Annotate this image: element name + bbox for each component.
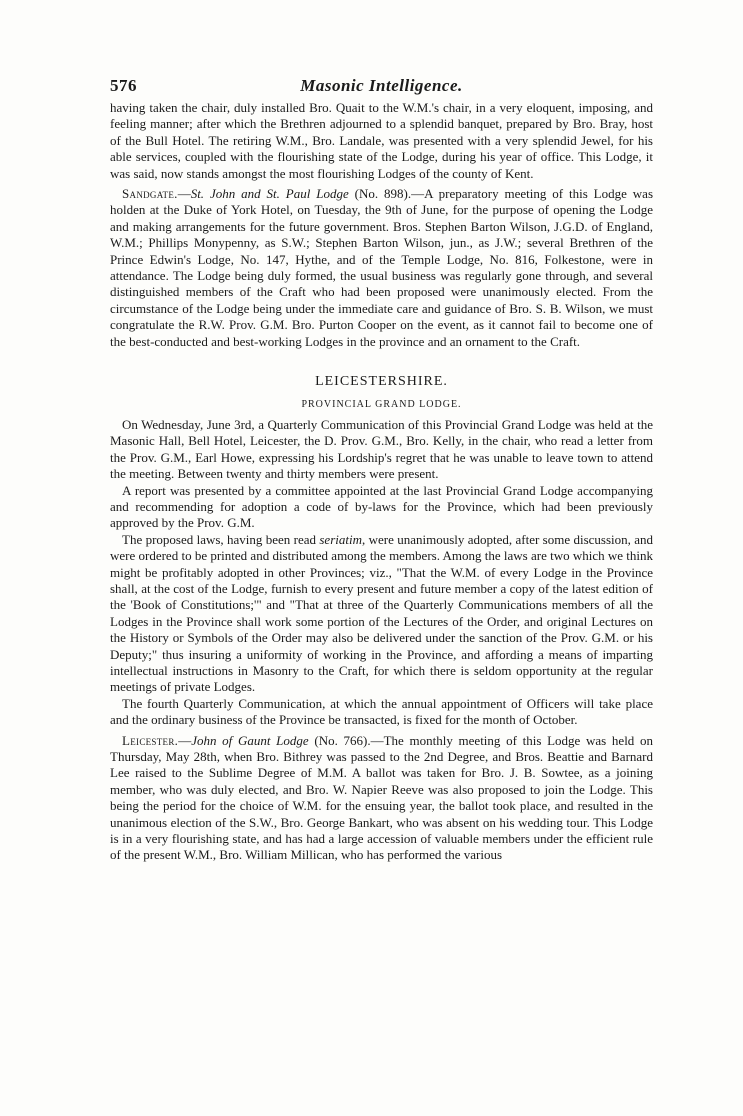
leicester-text: (No. 766).—The monthly meeting of this Lodge was held on Thursday, May 28th, when Bro. Bithrey was passed to the 2nd Degree, and Bros. Beattie and Barnard Lee raised to the Sublime Degree of M.M. A ballot was taken for Bro. J. B. Sowtee, as a joining member, who was duly elected, and Bro. W. Napier Reeve was also proposed to join the Lodge. This being the period for the choice of W.M. for the ensuing year, the ballot took place, and resulted in the unanimous election of the S.W., Bro. George Bankart, who was absent on his wedding tour. This Lodge is in a very flourishing state, and has had a large accession of valuable members under the efficient rule of the present W.M., Bro. William Millican, who has performed the various <box>110 732 653 863</box>
lodge-name-st-john-st-paul: St. John and St. Paul Lodge <box>190 186 349 202</box>
section-subtitle-provincial-grand-lodge: PROVINCIAL GRAND LODGE. <box>301 398 462 410</box>
lodge-name-john-of-gaunt: John of Gaunt Lodge <box>191 732 309 748</box>
section-title-leicestershire: LEICESTERSHIRE. <box>315 374 448 390</box>
place-name-sandgate: Sandgate. <box>122 186 178 202</box>
proposed-laws-text-b: , were unanimously adopted, after some discussion, and were ordered to be printed and distributed among the members. Among the laws are two which we think might be profitably adopted in other Provinces; viz., "That the W.M. of every Lodge in the Province shall, at the cost of the Lodge, furnish to every present and future member a copy of the latest edition of the 'Book of Constitutions;'" and "That at three of the Quarterly Communications members of all the Lodges in the Province shall work some portion of the Lectures of the Order, and original Lectures on the History or Symbols of the Order may also be delivered under the sanction of the Prov. G.M. or his Deputy;" thus insuring a uniformity of working in the Province, and affording a means of imparting intellectual instructions in Masonry to the Craft, for which there is seldom opportunity at the regular meetings of private Lodges. <box>110 531 653 695</box>
paragraph-leicester <box>110 733 653 864</box>
seriatim-term: seriatim <box>319 531 362 547</box>
page-header <box>110 76 653 100</box>
proposed-laws-text-a: The proposed laws, having been read <box>122 531 320 547</box>
paragraph-proposed-laws <box>110 532 653 696</box>
paragraph-kent-report: having taken the chair, duly installed Bro. Quait to the W.M.'s chair, in a very eloquent, imposing, and feeling manner; after which the Brethren adjourned to a splendid banquet, prepared by Bro. Bray, host of the Bull Hotel. The retiring W.M., Bro. Landale, was presented with a very splendid Jewel, for his able services, coupled with the flourishing state of the Lodge, during his year of office. This Lodge, it was said, now stands amongst the most flourishing Lodges of the county of Kent. <box>110 100 653 181</box>
article-body <box>110 100 653 864</box>
place-dash: — <box>178 732 192 748</box>
paragraph-quarterly-communication: On Wednesday, June 3rd, a Quarterly Communication of this Provincial Grand Lodge was held at the Masonic Hall, Bell Hotel, Leicester, the D. Prov. G.M., Bro. Kelly, in the chair, who read a letter from the Prov. G.M., Earl Howe, expressing his Lordship's regret that he was unable to leave town to attend the meeting. Between twenty and thirty members were present. <box>110 416 653 482</box>
sandgate-text: (No. 898).—A preparatory meeting of this Lodge was holden at the Duke of York Hotel, on Tuesday, the 9th of June, for the purpose of opening the Lodge and making arrangements for the future government. Bros. Stephen Barton Wilson, J.G.D. of England, W.M.; Phillips Monypenny, as S.W.; Stephen Barton Wilson, jun., as J.W.; several Brethren of the Prince Edwin's Lodge, No. 147, Hythe, and of the Temple Lodge, No. 816, Folkestone, were in attendance. The Lodge being duly formed, the usual business was regularly gone through, and several distinguished members of the Craft who had been proposed were unanimously elected. From the circumstance of the Lodge being under the immediate care and guidance of Bro. S. B. Wilson, we must congratulate the R.W. Prov. G.M. Bro. Purton Cooper on the event, as it cannot fail to become one of the best-conducted and best-working Lodges in the province and an ornament to the Craft. <box>110 186 654 349</box>
place-name-leicester: Leicester. <box>122 732 179 748</box>
place-dash: — <box>177 186 191 202</box>
paragraph-committee-report: A report was presented by a committee appointed at the last Provincial Grand Lodge accompanying and recommending for adoption a code of by-laws for the Province, which had been previously approved by the Prov. G.M. <box>110 482 653 531</box>
paragraph-fourth-communication: The fourth Quarterly Communication, at which the annual appointment of Officers will take place and the ordinary business of the Province be transacted, is fixed for the month of October. <box>110 695 653 728</box>
page-number: 576 <box>110 76 137 95</box>
running-head: Masonic Intelligence. <box>300 76 463 95</box>
paragraph-sandgate <box>110 186 653 350</box>
